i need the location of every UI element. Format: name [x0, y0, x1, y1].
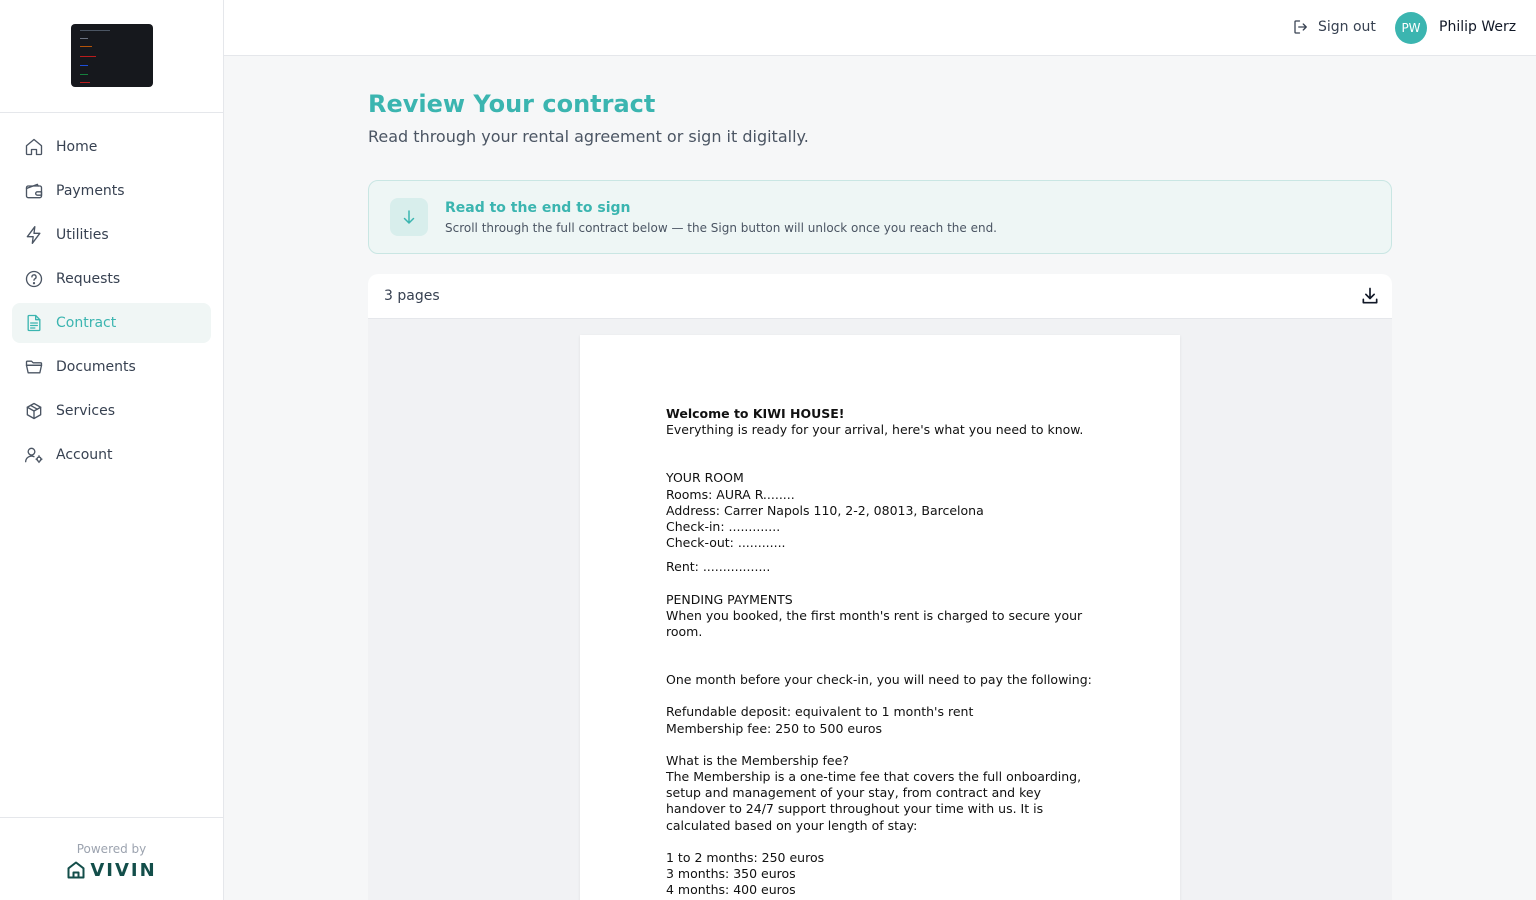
fee-tier: 1 to 2 months: 250 euros: [666, 849, 825, 865]
sidebar-item-label: Contract: [56, 315, 117, 331]
download-icon[interactable]: [1360, 286, 1380, 306]
sidebar-item-requests[interactable]: [12, 259, 211, 299]
sidebar-item-contract[interactable]: [12, 303, 211, 343]
sidebar-item-account[interactable]: [12, 435, 211, 475]
sign-out-label: Sign out: [1318, 19, 1376, 35]
check-out: Check-out: ............: [666, 535, 786, 551]
brand-logo[interactable]: [66, 860, 156, 881]
sidebar-item-payments[interactable]: [12, 171, 211, 211]
sidebar-item-label: Services: [56, 403, 116, 419]
room-address: Address: Carrer Napols 110, 2-2, 08013, Barcelona: [666, 502, 984, 518]
avatar[interactable]: PW: [1395, 12, 1427, 44]
room-name: Rooms: AURA R........: [666, 486, 795, 502]
sign-out-button[interactable]: [1292, 18, 1376, 36]
membership-question: What is the Membership fee?: [666, 752, 849, 768]
sidebar-nav: [0, 113, 223, 475]
sidebar-item-label: Payments: [56, 183, 125, 199]
sidebar: [0, 0, 224, 900]
powered-by-label: Powered by: [76, 841, 147, 856]
box-icon: [24, 401, 44, 421]
contract-text: [666, 406, 1096, 898]
contract-heading: Welcome to KIWI HOUSE!: [666, 406, 845, 421]
viewer-toolbar: [368, 274, 1392, 319]
sidebar-item-utilities[interactable]: [12, 215, 211, 255]
sidebar-item-label: Home: [56, 139, 98, 155]
bolt-icon: [24, 225, 44, 245]
arrow-down-icon: [400, 208, 418, 226]
month-before-text: One month before your check-in, you will need to pay the following:: [666, 672, 1092, 688]
page-count: 3 pages: [384, 288, 440, 304]
membership-line: Membership fee: 250 to 500 euros: [666, 720, 883, 736]
logo-area: [0, 0, 223, 113]
help-circle-icon: [24, 269, 44, 289]
check-in: Check-in: .............: [666, 519, 781, 535]
notice-title: Read to the end to sign: [445, 200, 631, 216]
contract-viewer[interactable]: [368, 274, 1392, 900]
rent: Rent: .................: [666, 559, 771, 575]
notice-icon-box: [390, 198, 428, 236]
contract-page: [580, 335, 1180, 900]
pending-heading: PENDING PAYMENTS: [666, 591, 793, 607]
sidebar-footer: [0, 817, 223, 900]
top-bar: [224, 0, 1536, 56]
sidebar-item-label: Account: [56, 447, 113, 463]
user-settings-icon: [24, 445, 44, 465]
membership-text: The Membership is a one-time fee that covers the full onboarding, setup and management of your stay, from contract and key handover to 24/7 support throughout your time with us. It is calculated based on your length of stay:: [666, 769, 1086, 833]
sidebar-item-home[interactable]: [12, 127, 211, 167]
sign-notice-banner: [368, 180, 1392, 254]
sidebar-item-services[interactable]: [12, 391, 211, 431]
wallet-icon: [24, 181, 44, 201]
deposit-line: Refundable deposit: equivalent to 1 month's rent: [666, 704, 974, 720]
brand-name: VIVIN: [90, 859, 157, 881]
fee-tier: 3 months: 350 euros: [666, 866, 796, 882]
property-logo[interactable]: [71, 24, 153, 87]
sidebar-item-label: Requests: [56, 271, 121, 287]
document-icon: [24, 313, 44, 333]
folder-icon: [24, 357, 44, 377]
sidebar-item-label: Utilities: [56, 227, 109, 243]
sidebar-item-documents[interactable]: [12, 347, 211, 387]
sign-out-icon: [1292, 18, 1310, 36]
pending-text: When you booked, the first month's rent is charged to secure your room.: [666, 607, 1087, 640]
sidebar-item-label: Documents: [56, 359, 136, 375]
user-name[interactable]: Philip Werz: [1439, 19, 1517, 35]
fee-tier: 4 months: 400 euros: [666, 882, 796, 898]
page-title: Review Your contract: [368, 90, 656, 118]
notice-text: Scroll through the full contract below — the Sign button will unlock once you reach the end.: [445, 221, 997, 235]
home-icon: [24, 137, 44, 157]
room-heading: YOUR ROOM: [666, 470, 744, 486]
house-logo-icon: [66, 860, 86, 880]
page-subtitle: Read through your rental agreement or sign it digitally.: [368, 127, 809, 146]
contract-intro: Everything is ready for your arrival, here's what you need to know.: [666, 422, 1084, 438]
